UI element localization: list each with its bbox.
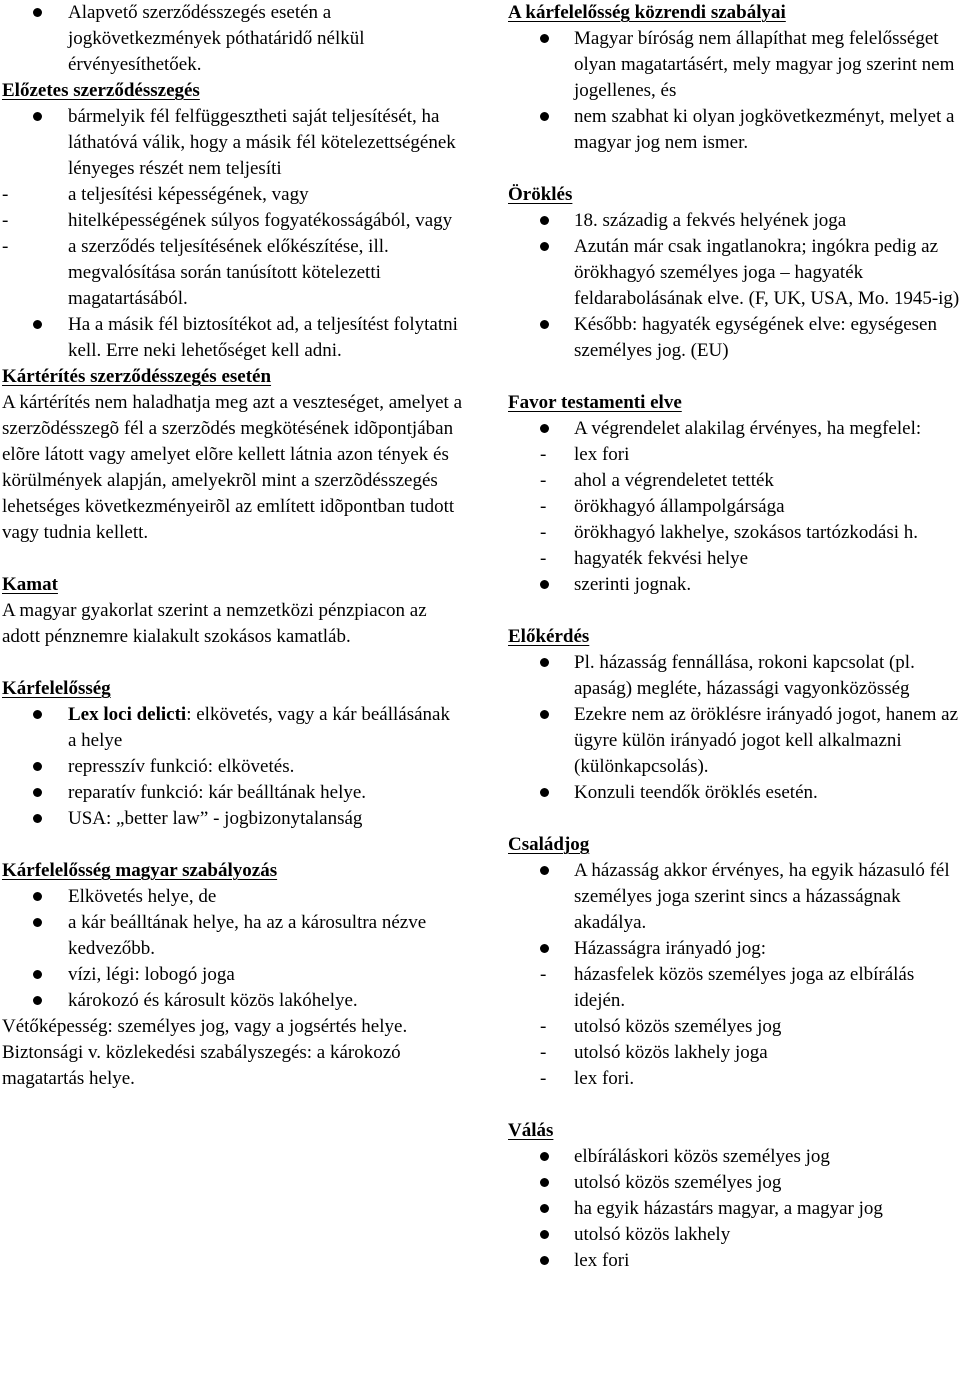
list-item: - házasfelek közös személyes joga az elbírálás idején. <box>508 962 960 1014</box>
list-item: vízi, légi: lobogó joga <box>2 962 462 988</box>
list-item: reparatív funkció: kár beálltának helye. <box>2 780 462 806</box>
list-item: Elkövetés helye, de <box>2 884 462 910</box>
section-heading-elozetes: Előzetes szerződésszegés <box>2 80 200 101</box>
left-column <box>2 0 462 1092</box>
section-heading-csaladjog: Családjog <box>508 834 590 855</box>
list-item: - utolsó közös személyes jog <box>508 1014 960 1040</box>
vetokepesseg-paragraph: Vétőképesség: személyes jog, vagy a jogsértés helye. <box>2 1016 408 1037</box>
list-item: represszív funkció: elkövetés. <box>2 754 462 780</box>
kozrendi-list <box>508 26 960 156</box>
section-heading-valas: Válás <box>508 1120 554 1141</box>
karfelelosseg-list <box>2 702 462 832</box>
section-heading-karfelelosseg: Kárfelelősség <box>2 678 111 699</box>
list-item: - lex fori. <box>508 1066 960 1092</box>
lex-loci-delicti-rest: : elkövetés, vagy a kár beállásának a helye <box>68 704 450 751</box>
list-item: USA: „better law” - jogbizonytalanság <box>2 806 462 832</box>
list-item: Később: hagyaték egységének elve: egységesen személyes jog. (EU) <box>508 312 960 364</box>
list-item: Azután már csak ingatlanokra; ingókra pedig az örökhagyó személyes joga – hagyaték feldarabolásának elve. (F, UK, USA, Mo. 1945-ig) <box>508 234 960 312</box>
karterites-paragraph: A kártérítés nem haladhatja meg azt a veszteséget, amelyet a szerzõdésszegõ fél a szerzõdés megkötésének idõpontjában elõre látott vagy amelyet elõre kellett látnia azon tények és körülmények alapján, amelyekrõl mint a szerzõdésszegés lehetséges következményeirõl az említett idõpontban tudott vagy tudnia kellett. <box>2 392 463 543</box>
list-item: Házasságra irányadó jog: <box>508 936 960 962</box>
list-item: a kár beálltának helye, ha az a károsultra nézve kedvezőbb. <box>2 910 462 962</box>
list-item: bármelyik fél felfüggesztheti saját teljesítését, ha láthatóvá válik, hogy a másik fél kötelezettségének lényeges részét nem teljesíti <box>2 104 462 182</box>
list-item: szerinti jognak. <box>508 572 960 598</box>
kamat-paragraph: A magyar gyakorlat szerint a nemzetközi pénzpiacon az adott pénznemre kialakult szokásos kamatláb. <box>2 600 427 647</box>
section-heading-kamat: Kamat <box>2 574 58 595</box>
list-item: nem szabhat ki olyan jogkövetkezményt, melyet a magyar jog nem ismer. <box>508 104 960 156</box>
list-item: lex fori <box>508 1248 960 1274</box>
section-heading-karterites: Kártérítés szerződésszegés esetén <box>2 366 272 387</box>
list-item <box>2 702 462 754</box>
list-item: utolsó közös lakhely <box>508 1222 960 1248</box>
list-item: - a teljesítési képességének, vagy <box>2 182 462 208</box>
list-item: - hagyaték fekvési helye <box>508 546 960 572</box>
list-item: - lex fori <box>508 442 960 468</box>
list-item: A végrendelet alakilag érvényes, ha megfelel: <box>508 416 960 442</box>
favor-list <box>508 416 960 598</box>
list-item: elbíráláskori közös személyes jog <box>508 1144 960 1170</box>
list-item: - örökhagyó lakhelye, szokásos tartózkodási h. <box>508 520 960 546</box>
csaladjog-list <box>508 858 960 1092</box>
section-heading-kozrendi: A kárfelelősség közrendi szabályai <box>508 2 786 23</box>
right-column <box>508 0 960 1274</box>
biztonsagi-paragraph: Biztonsági v. közlekedési szabályszegés: a károkozó magatartás helye. <box>2 1042 401 1089</box>
list-item: - a szerződés teljesítésének előkészítése, ill. megvalósítása során tanúsított kötelezetti magatartásából. <box>2 234 462 312</box>
list-item: - ahol a végrendeletet tették <box>508 468 960 494</box>
orokles-list <box>508 208 960 364</box>
elokerdes-list <box>508 650 960 806</box>
list-item: Pl. házasság fennállása, rokoni kapcsolat (pl. apaság) megléte, házassági vagyonközösség <box>508 650 960 702</box>
karfelelosseg-magyar-list <box>2 884 462 1014</box>
section-heading-favor: Favor testamenti elve <box>508 392 682 413</box>
section-heading-orokles: Öröklés <box>508 184 573 205</box>
list-item: - örökhagyó állampolgársága <box>508 494 960 520</box>
lex-loci-delicti-term: Lex loci delicti <box>68 704 187 725</box>
list-item: A házasság akkor érvényes, ha egyik házasuló fél személyes joga szerint sincs a házasságnak akadálya. <box>508 858 960 936</box>
section-heading-elokerdes: Előkérdés <box>508 626 590 647</box>
list-item: - utolsó közös lakhely joga <box>508 1040 960 1066</box>
section-heading-karfelelosseg-magyar: Kárfelelősség magyar szabályozás <box>2 860 278 881</box>
top-list <box>2 0 462 78</box>
list-item: 18. századig a fekvés helyének joga <box>508 208 960 234</box>
list-item: - hitelképességének súlyos fogyatékosságából, vagy <box>2 208 462 234</box>
list-item: károkozó és károsult közös lakóhelye. <box>2 988 462 1014</box>
list-item: ha egyik házastárs magyar, a magyar jog <box>508 1196 960 1222</box>
list-item: Konzuli teendők öröklés esetén. <box>508 780 960 806</box>
list-item: Ezekre nem az öröklésre irányadó jogot, hanem az ügyre külön irányadó jogot kell alkalmazni (különkapcsolás). <box>508 702 960 780</box>
elozetes-list <box>2 104 462 364</box>
valas-list <box>508 1144 960 1274</box>
list-item: Ha a másik fél biztosítékot ad, a teljesítést folytatni kell. Erre neki lehetőséget kell adni. <box>2 312 462 364</box>
list-item: Magyar bíróság nem állapíthat meg felelősséget olyan magatartásért, mely magyar jog szerint nem jogellenes, és <box>508 26 960 104</box>
list-item: utolsó közös személyes jog <box>508 1170 960 1196</box>
list-item: Alapvető szerződésszegés esetén a jogkövetkezmények póthatáridő nélkül érvényesíthetőek. <box>2 0 462 78</box>
